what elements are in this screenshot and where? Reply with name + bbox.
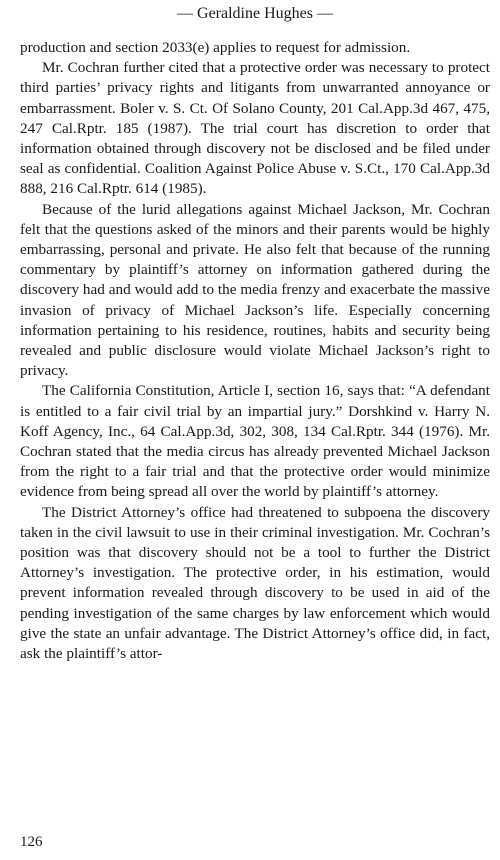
paragraph: Because of the lurid allegations against Michael Jackson, Mr. Cochran felt that the questions asked of the minors and their parents would be highly embarrassing, personal and private. He also felt that because of the running commentary by plaintiff’s attorney on information gathered during the discovery had and would add to the media frenzy and exacerbate the massive invasion of privacy of Michael Jackson’s life. Especially concerning information pertaining to his residence, routines, habits and security being revealed and public disclosure would violate Michael Jackson’s right to privacy. bbox=[20, 200, 490, 380]
body-text bbox=[20, 38, 490, 664]
paragraph: Mr. Cochran further cited that a protective order was necessary to protect third parties’ privacy rights and litigants from unwarranted annoyance or embarrassment. Boler v. S. Ct. Of Solano County, 201 Cal.App.3d 467, 475, 247 Cal.Rptr. 185 (1987). The trial court has discretion to order that information obtained through discovery not be disclosed and be filed under seal as confidential. Coalition Against Police Abuse v. S.Ct., 170 Cal.App.3d 888, 216 Cal.Rptr. 614 (1985). bbox=[20, 59, 490, 198]
paragraph: production and section 2033(e) applies to request for admission. bbox=[20, 39, 411, 56]
paragraph: The District Attorney’s office had threatened to subpoena the discovery taken in the civil lawsuit to use in their criminal investigation. Mr. Cochran’s position was that discovery should not be a tool to further the District Attorney’s investigation. The protective order, in his estimation, would prevent information revealed through discovery to be used in aid of the pending investigation of the same charges by law enforcement which would give the state an unfair advantage. The District Attorney’s office did, in fact, ask the plaintiff’s attor- bbox=[20, 503, 490, 663]
paragraph: The California Constitution, Article I, section 16, says that: “A defendant is entitled to a fair civil trial by an impartial jury.” Dorshkind v. Harry N. Koff Agency, Inc., 64 Cal.App.3d, 302, 308, 134 Cal.Rptr. 344 (1976). Mr. Cochran stated that the media circus has already prevented Michael Jackson from the right to a fair trial and that the protective order would minimize evidence from being spread all over the world by plaintiff’s attorney. bbox=[20, 382, 490, 501]
running-header: — Geraldine Hughes — bbox=[177, 5, 333, 22]
page-number: 126 bbox=[20, 834, 43, 850]
